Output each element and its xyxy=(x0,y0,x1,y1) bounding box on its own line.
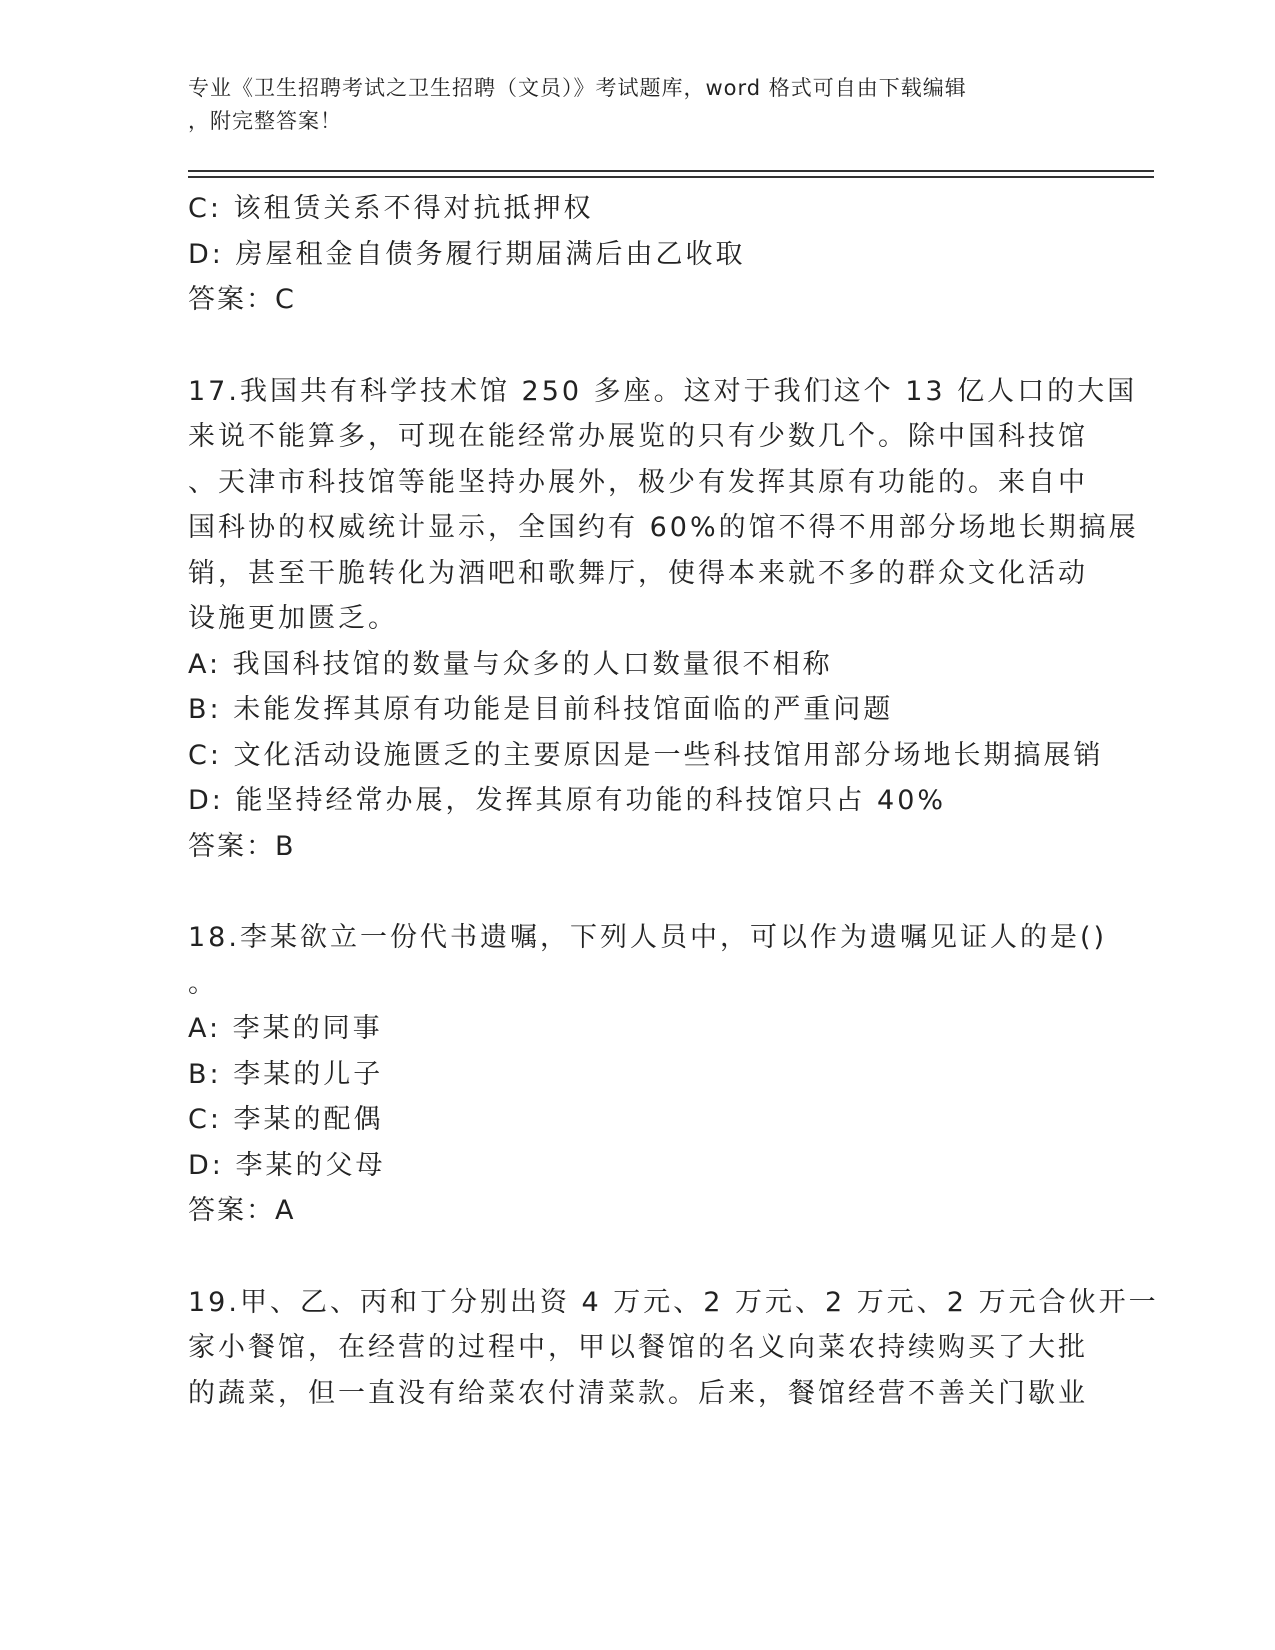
question-text-line: 来说不能算多，可现在能经常办展览的只有少数几个。除中国科技馆 xyxy=(188,421,1088,452)
header-divider-top xyxy=(188,170,1154,172)
question-18 xyxy=(188,915,1108,1234)
header-title-line-1: 专业《卫生招聘考试之卫生招聘（文员）》考试题库，word 格式可自由下载编辑 xyxy=(188,76,967,100)
header-title-line-2: ，附完整答案！ xyxy=(188,109,342,133)
spacer xyxy=(188,869,1088,915)
question-19 xyxy=(188,1280,1159,1417)
question-text-line: 、天津市科技馆等能坚持办展外，极少有发挥其原有功能的。来自中 xyxy=(188,466,1088,498)
answer-line: 答案：C xyxy=(188,284,296,315)
question-text-line: 家小餐馆，在经营的过程中，甲以餐馆的名义向菜农持续购买了大批 xyxy=(188,1332,1088,1363)
question-text-line: 19.甲、乙、丙和丁分别出资 4 万元、2 万元、2 万元、2 万元合伙开一 xyxy=(188,1286,1159,1318)
question-text-line: 17.我国共有科学技术馆 250 多座。这对于我们这个 13 亿人口的大国 xyxy=(188,375,1138,407)
question-16-tail xyxy=(188,186,1088,323)
option-c: C: 文化活动设施匮乏的主要原因是一些科技馆用部分场地长期搞展销 xyxy=(188,739,1104,771)
option-d: D: 能坚持经常办展，发挥其原有功能的科技馆只占 40% xyxy=(188,785,947,816)
document-header xyxy=(188,72,1068,138)
option-a: A: 李某的同事 xyxy=(188,1013,383,1044)
spacer xyxy=(188,323,1088,369)
option-c: C: 李某的配偶 xyxy=(188,1104,384,1135)
question-text-line: 的蔬菜，但一直没有给菜农付清菜款。后来，餐馆经营不善关门歇业 xyxy=(188,1377,1088,1409)
option-c: C: 该租赁关系不得对抗抵押权 xyxy=(188,193,594,224)
option-d: D: 李某的父母 xyxy=(188,1149,386,1181)
answer-line: 答案：B xyxy=(188,830,296,862)
spacer xyxy=(188,1234,1088,1280)
option-b: B: 未能发挥其原有功能是目前科技馆面临的严重问题 xyxy=(188,694,894,725)
header-divider-bottom xyxy=(188,176,1154,178)
question-17 xyxy=(188,369,1139,870)
question-text-line: 国科协的权威统计显示，全国约有 60%的馆不得不用部分场地长期搞展 xyxy=(188,512,1139,543)
answer-line: 答案：A xyxy=(188,1195,296,1226)
option-d: D: 房屋租金自债务履行期届满后由乙收取 xyxy=(188,238,746,270)
option-a: A: 我国科技馆的数量与众多的人口数量很不相称 xyxy=(188,648,833,680)
question-text-line: 设施更加匮乏。 xyxy=(188,603,398,634)
document-body xyxy=(188,186,1159,1416)
question-text-line: 18.李某欲立一份代书遗嘱，下列人员中，可以作为遗嘱见证人的是() xyxy=(188,922,1108,953)
option-b: B: 李某的儿子 xyxy=(188,1058,384,1090)
question-text-line: 销，甚至干脆转化为酒吧和歌舞厅，使得本来就不多的群众文化活动 xyxy=(188,557,1088,589)
question-text-line: 。 xyxy=(188,967,218,999)
